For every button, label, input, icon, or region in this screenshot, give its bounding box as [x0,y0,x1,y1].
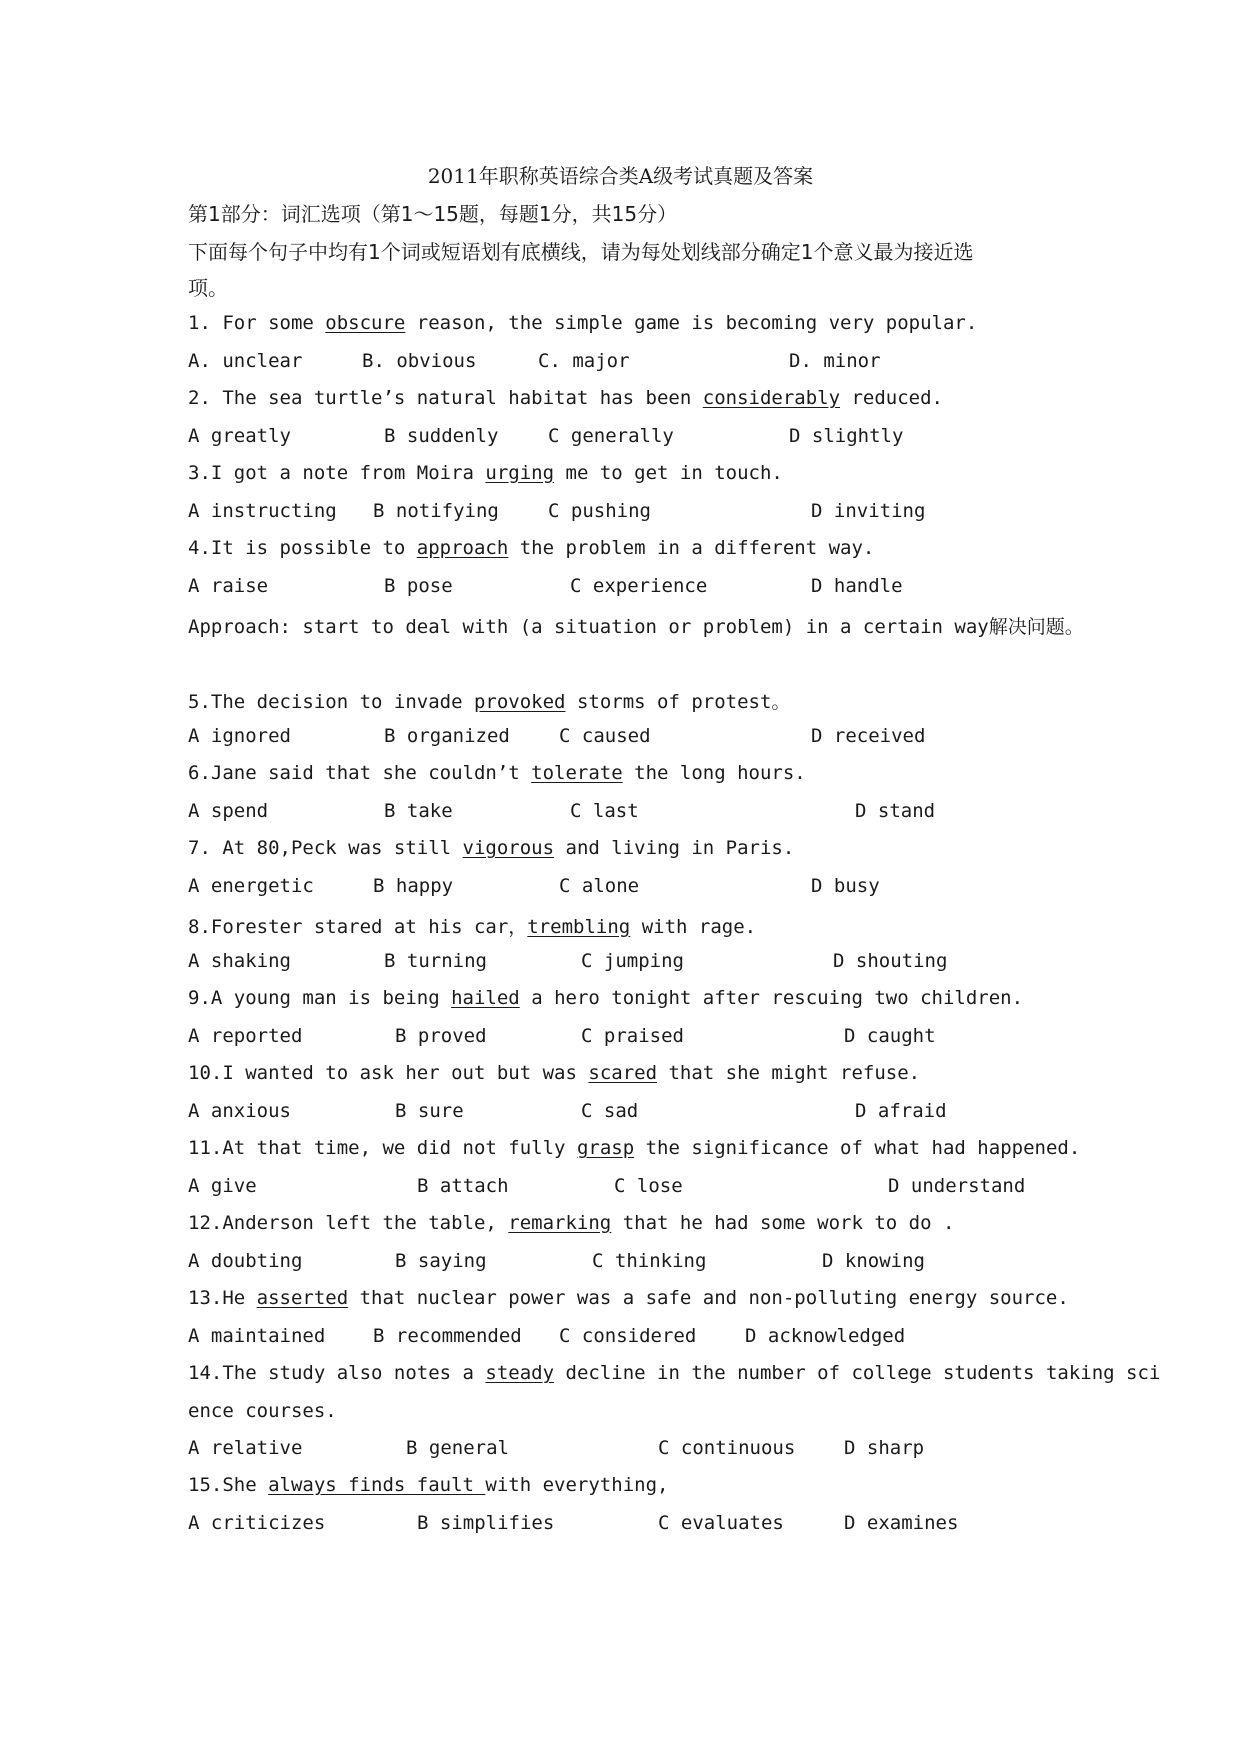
question-6-option-d: D stand [855,800,936,822]
question-12 [188,1212,954,1234]
question-7-underlined-word: vigorous [462,837,555,859]
question-7-option-b: B happy [373,875,454,897]
question-7-option-a: A energetic [188,875,314,897]
question-4-text-pre: 4.It is possible to [188,537,417,559]
question-4-underlined-word: approach [416,537,509,559]
question-4-option-b: B pose [384,575,453,597]
question-15-text-pre: 15.She [188,1474,269,1496]
question-10-option-b: B sure [395,1100,464,1122]
question-2-underlined-word: considerably [702,387,841,409]
question-13 [188,1287,1069,1309]
question-9-text-post: a hero tonight after rescuing two children. [519,987,1024,1009]
question-12-text-post: that he had some work to do . [611,1212,955,1234]
question-1-option-c: C. major [538,350,630,372]
question-3-option-b: B notifying [373,500,499,522]
question-11 [188,1137,1080,1159]
question-12-text-pre: 12.Anderson left the table, [188,1212,509,1234]
question-8-text-post: with rage. [630,916,757,938]
question-6-text-post: the long hours. [622,762,806,784]
question-7-text-post: and living in Paris. [554,837,795,859]
question-3-text-pre: 3.I got a note from Moira [188,462,486,484]
question-1-text-post: reason, the simple game is becoming very popular. [405,312,978,334]
question-6 [188,762,806,784]
question-12-option-a: A doubting [188,1250,303,1272]
question-4-option-a: A raise [188,575,269,597]
question-10-text-post: that she might refuse. [657,1062,921,1084]
question-3-option-a: A instructing [188,500,337,522]
question-15-option-d: D examines [844,1512,959,1534]
question-9-option-b: B proved [395,1025,487,1047]
question-9-option-c: C praised [581,1025,684,1047]
question-15-option-c: C evaluates [658,1512,784,1534]
question-14-text-pre: 14.The study also notes a [188,1362,486,1384]
question-8-option-b: B turning [384,950,487,972]
question-2-text-post: reduced. [840,387,943,409]
question-5-underlined-word: provoked [473,691,566,713]
question-15 [188,1474,668,1496]
question-11-option-c: C lose [614,1175,683,1197]
question-5-option-c: C caused [559,725,651,747]
question-3 [188,462,783,484]
question-1-underlined-word: obscure [325,312,406,334]
question-1-option-a: A. unclear [188,350,303,372]
question-14-option-d: D sharp [844,1437,925,1459]
question-3-option-d: D inviting [811,500,926,522]
question-8-option-c: C jumping [581,950,684,972]
question-10-option-a: A anxious [188,1100,291,1122]
approach-note: Approach: start to deal with (a situation or problem) in a certain way解决问题。 [188,616,1084,638]
question-12-option-d: D knowing [822,1250,925,1272]
question-14 [188,1362,1160,1384]
question-1-text-pre: 1. For some [188,312,326,334]
question-13-text-post: that nuclear power was a safe and non-polluting energy source. [348,1287,1069,1309]
question-9 [188,987,1023,1009]
question-9-option-a: A reported [188,1025,303,1047]
question-2 [188,387,943,409]
question-4-text-post: the problem in a different way. [508,537,875,559]
document-title: 2011年职称英语综合类A级考试真题及答案 [427,164,814,188]
question-8-text-pre: 8.Forester stared at his car， [188,916,528,938]
question-6-text-pre: 6.Jane said that she couldn’t [188,762,532,784]
question-1-option-b: B. obvious [362,350,477,372]
question-8-option-d: D shouting [833,950,948,972]
question-8 [188,912,756,939]
question-10-option-c: C sad [581,1100,639,1122]
question-6-option-b: B take [384,800,453,822]
question-14-text-post: decline in the number of college students taking sci [554,1362,1161,1384]
question-11-option-d: D understand [888,1175,1026,1197]
question-9-underlined-word: hailed [451,987,520,1009]
question-3-underlined-word: urging [485,462,555,484]
question-10-option-d: D afraid [855,1100,947,1122]
question-4-option-c: C experience [570,575,708,597]
question-5-option-d: D received [811,725,926,747]
question-9-text-pre: 9.A young man is being [188,987,452,1009]
question-8-option-a: A shaking [188,950,291,972]
question-7-option-c: C alone [559,875,640,897]
question-14-underlined-word: steady [485,1362,555,1384]
question-3-text-post: me to get in touch. [554,462,783,484]
question-5 [188,687,790,714]
question-2-text-pre: 2. The sea turtle’s natural habitat has been [188,387,703,409]
question-10-text-pre: 10.I wanted to ask her out but was [188,1062,589,1084]
question-13-underlined-word: asserted [256,1287,349,1309]
question-12-option-c: C thinking [592,1250,707,1272]
question-14-option-a: A relative [188,1437,303,1459]
question-2-option-d: D slightly [789,425,904,447]
question-13-option-a: A maintained [188,1325,326,1347]
question-5-text-pre: 5.The decision to invade [188,691,474,713]
question-3-option-c: C pushing [548,500,651,522]
question-9-option-d: D caught [844,1025,936,1047]
question-1-option-d: D. minor [789,350,881,372]
question-2-option-c: C generally [548,425,674,447]
question-11-option-a: A give [188,1175,257,1197]
question-13-option-d: D acknowledged [745,1325,906,1347]
question-10-underlined-word: scared [588,1062,658,1084]
question-15-option-a: A criticizes [188,1512,326,1534]
question-10 [188,1062,920,1084]
question-11-text-pre: 11.At that time, we did not fully [188,1137,577,1159]
question-13-option-c: C considered [559,1325,697,1347]
question-14-continuation: ence courses. [188,1400,337,1422]
question-5-option-a: A ignored [188,725,291,747]
question-15-underlined-phrase: always finds fault [268,1474,486,1496]
question-12-option-b: B saying [395,1250,487,1272]
question-7 [188,837,794,859]
instructions-line-2: 项。 [188,276,228,300]
question-2-option-b: B suddenly [384,425,499,447]
question-14-option-b: B general [406,1437,509,1459]
question-5-text-post: storms of protest。 [565,691,791,713]
question-2-option-a: A greatly [188,425,291,447]
question-1 [188,312,977,334]
question-11-underlined-word: grasp [576,1137,635,1159]
instructions-line-1: 下面每个句子中均有1个词或短语划有底横线，请为每处划线部分确定1个意义最为接近选 [188,240,974,264]
question-15-option-b: B simplifies [417,1512,555,1534]
question-4 [188,537,874,559]
section-heading: 第1部分：词汇选项（第1～15题，每题1分，共15分） [188,202,678,226]
question-4-option-d: D handle [811,575,903,597]
question-11-text-post: the significance of what had happened. [634,1137,1081,1159]
question-7-option-d: D busy [811,875,880,897]
question-8-underlined-word: trembling [527,916,631,938]
question-5-option-b: B organized [384,725,510,747]
question-15-text-post: with everything, [485,1474,669,1496]
question-7-text-pre: 7. At 80,Peck was still [188,837,463,859]
question-13-option-b: B recommended [373,1325,522,1347]
question-14-option-c: C continuous [658,1437,796,1459]
question-6-option-c: C last [570,800,639,822]
question-11-option-b: B attach [417,1175,509,1197]
question-6-option-a: A spend [188,800,269,822]
question-13-text-pre: 13.He [188,1287,257,1309]
question-12-underlined-word: remarking [508,1212,612,1234]
question-6-underlined-word: tolerate [531,762,623,784]
